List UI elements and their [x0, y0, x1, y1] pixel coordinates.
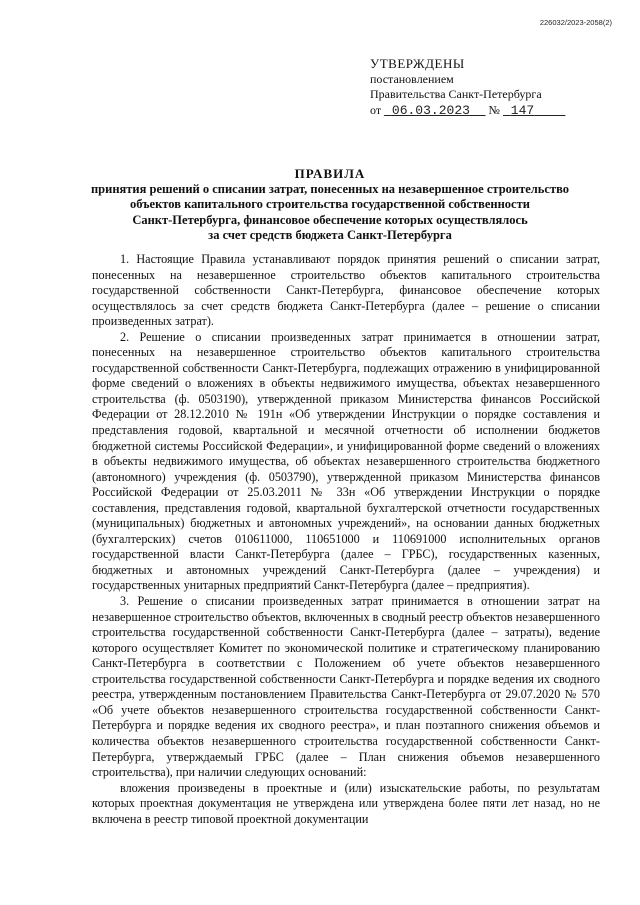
paragraph-3: 3. Решение о списании произведенных затрат принимается в отношении затрат на незавершенное строительство объектов, включенных в сводный реестр объектов незавершенного строительства государственной собственности Санкт-Петербурга (далее – затраты), ведение которого осуществляет Комитет по экономической политике и стратегическому планированию Санкт-Петербурга в соответствии с Положением об учете объектов незавершенного строительства государственной собственности Санкт-Петербурга и порядке ведения их сводного реестра, утвержденным постановлением Правительства Санкт-Петербурга от 29.07.2020 № 570 «Об учете объектов незавершенного строительства государственной собственности Санкт-Петербурга и порядке ведения их сводного реестра», и план поэтапного снижения объемов и количества объектов незавершенного строительства государственной собственности Санкт-Петербурга, утверждаемый ГРБС (далее – План снижения объемов незавершенного строительства), при наличии следующих оснований: — [92, 594, 600, 780]
approval-line-2: Правительства Санкт-Петербурга — [370, 87, 542, 101]
title-line-1: принятия решений о списании затрат, понесенных на незавершенное строительство — [90, 181, 570, 196]
title-line-2: объектов капитального строительства государственной собственности — [130, 197, 530, 211]
document-number: 226032/2023-2058(2) — [539, 18, 612, 27]
approval-block — [370, 56, 610, 118]
approval-line-1: постановлением — [370, 71, 454, 86]
approval-heading: УТВЕРЖДЕНЫ — [370, 56, 465, 71]
document-title — [60, 166, 600, 244]
paragraph-1: 1. Настоящие Правила устанавливают порядок принятия решений о списании затрат, понесенных на незавершенное строительство объектов капитального строительства государственной собственности Санкт-Петербурга, финансовое обеспечение которых осуществлялось за счет средств бюджета Санкт-Петербурга (далее – решение о списании произведенных затрат). — [92, 252, 600, 329]
number-prefix: № — [488, 102, 500, 117]
document-body — [92, 252, 600, 827]
approval-date: 06.03.2023 — [391, 102, 470, 118]
approval-number: 147 — [510, 102, 535, 118]
paragraph-4: вложения произведены в проектные и (или) изыскательские работы, по результатам которых проектная документация не утверждена или утверждена более пяти лет назад, но не включена в реестр типовой проектной документации — [92, 780, 600, 826]
paragraph-2: 2. Решение о списании произведенных затрат принимается в отношении затрат, понесенных на незавершенное строительство объектов капитального строительства государственной собственности Санкт-Петербурга, подлежащих отражению в унифицированной форме сведений о вложениях в объекты недвижимого имущества, объектах незавершенного строительства (ф. 0503190), утвержденной приказом Министерства финансов Российской Федерации от 28.12.2010 № 191н «Об утверждении Инструкции о порядке составления и представления годовой, квартальной и месячной отчетности об исполнении бюджетов бюджетной системы Российской Федерации», и унифицированной форме сведений о вложениях в объекты недвижимого имущества, об объектах незавершенного строительства бюджетного (автономного) учреждения (ф. 0503790), утвержденной приказом Министерства финансов Российской Федерации от 25.03.2011 № 33н «Об утверждении Инструкции о порядке составления, представления годовой, квартальной бухгалтерской отчетности государственных (муниципальных) бюджетных и автономных учреждений», на основании данных бюджетных (бухгалтерских) счетов 010611000, 110651000 и 110691000 исполнительных органов государственной власти Санкт-Петербурга (далее – ГРБС), государственных казенных, бюджетных и автономных учреждений Санкт-Петербурга (далее – учреждения) и государственных унитарных предприятий Санкт-Петербурга (далее – предприятия). — [92, 329, 600, 593]
date-prefix: от — [370, 102, 382, 117]
title-main: ПРАВИЛА — [294, 166, 366, 181]
approval-date-line — [370, 103, 610, 119]
title-line-4: за счет средств бюджета Санкт-Петербурга — [208, 228, 452, 242]
title-line-3: Санкт-Петербурга, финансовое обеспечение которых осуществлялось — [132, 212, 528, 227]
